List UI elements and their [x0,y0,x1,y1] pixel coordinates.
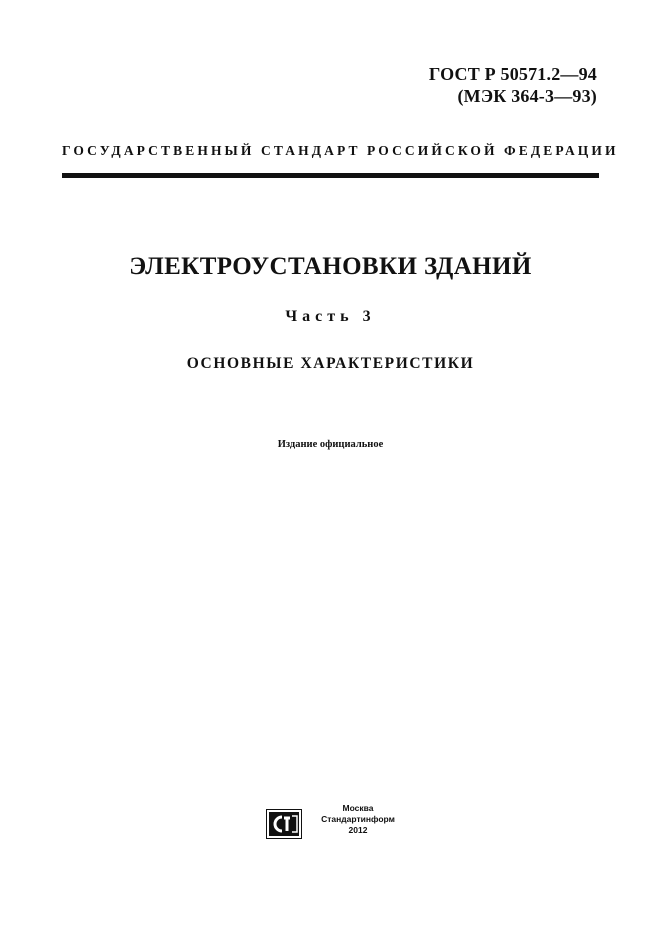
edition-note: Издание официальное [277,439,384,450]
document-title: ЭЛЕКТРОУСТАНОВКИ ЗДАНИЙ [129,253,532,280]
publisher-name: Стандартинформ [321,814,395,824]
standartinform-logo-icon [266,809,302,839]
gost-code: ГОСТ Р 50571.2—94 [428,64,597,84]
publisher-year: 2012 [348,825,368,835]
document-part: Часть 3 [285,308,376,325]
standard-designation [429,63,597,107]
heading-rule [62,173,599,178]
document-subtitle: ОСНОВНЫЕ ХАРАКТЕРИСТИКИ [186,355,475,372]
publisher-block [266,803,416,847]
iec-code: (МЭК 364-3—93) [457,86,597,106]
publisher-imprint [306,803,410,836]
publisher-city: Москва [342,803,374,813]
state-standard-heading: ГОСУДАРСТВЕННЫЙ СТАНДАРТ РОССИЙСКОЙ ФЕДЕРАЦИИ [62,143,619,158]
